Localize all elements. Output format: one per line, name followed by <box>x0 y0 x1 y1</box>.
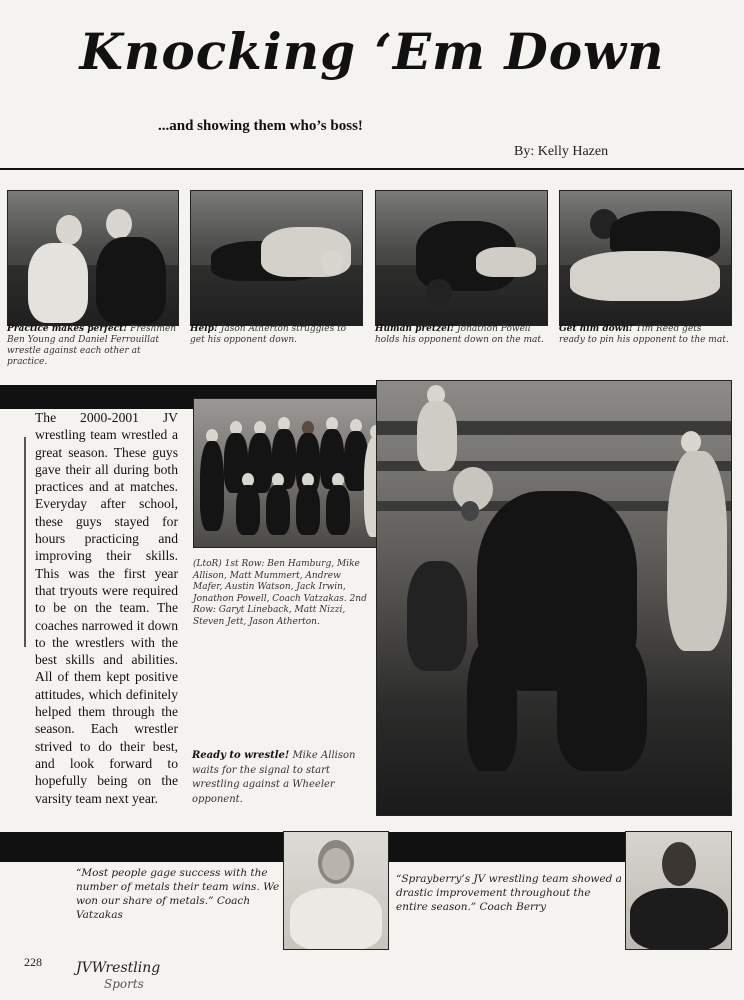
section-label <box>76 960 160 992</box>
photo-human-pretzel <box>375 190 548 326</box>
coach-quote: “Sprayberry’s JV wrestling team showed a drastic improvement throughout the entire season.” Coach Berry <box>396 873 622 913</box>
coach-photo <box>625 831 732 950</box>
caption-lead: Human pretzel! <box>375 324 455 334</box>
photo-get-him-down <box>559 190 732 326</box>
section-sub: Sports <box>104 977 144 991</box>
caption-lead: Ready to wrestle! <box>192 750 290 761</box>
section-name: JVWrestling <box>76 960 161 976</box>
photo-caption <box>559 324 730 346</box>
main-photo-caption <box>192 749 367 807</box>
page-title: Knocking ‘Em Down <box>79 22 665 81</box>
team-photo-caption: (LtoR) 1st Row: Ben Hamburg, Mike Allison, Matt Mummert, Andrew Mafer, Austin Watson, Jack Irwin, Jonathon Powell, Coach Vatzakas. 2nd Row: Garyt Lineback, Matt Nizzi, Steven Jett, Jason Atherton. <box>193 559 367 627</box>
team-photo <box>193 398 392 548</box>
main-photo <box>376 380 732 816</box>
photo-caption <box>7 324 177 368</box>
caption-text: Freshmen Ben Young and Daniel Ferrouillat wrestle against each other at practice. <box>7 324 177 367</box>
caption-lead: Practice makes perfect! <box>7 324 128 334</box>
caption-lead: Help! <box>190 324 218 334</box>
photo-caption <box>190 324 361 346</box>
coach-quote: “Most people gage success with the number of metals their team wins. We won our share of metals.” Coach Vatzakas <box>76 867 280 921</box>
photo-caption <box>375 324 546 346</box>
accent-line <box>24 437 26 647</box>
photo-practice <box>7 190 179 326</box>
coach-photo <box>283 831 389 950</box>
caption-text: Tim Reed gets ready to pin his opponent to the mat. <box>559 324 729 345</box>
bottom-band-left <box>0 832 283 862</box>
caption-text: Jonathon Powell holds his opponent down on the mat. <box>375 324 544 345</box>
photo-help <box>190 190 363 326</box>
page-number: 228 <box>24 955 42 969</box>
caption-lead: Get him down! <box>559 324 633 334</box>
caption-text: Jason Atherton struggles to get his opponent down. <box>190 324 347 345</box>
bottom-band-right <box>388 832 625 862</box>
article-body: The 2000-2001 JV wrestling team wrestled a great season. These guys gave their all during both practices and at matches. Everyday after school, these guys stayed for hours practicing and improving their skills. This was the first year that tryouts were required to be on the team. The coaches narrowed it down to the wrestlers with the best skills and abilities. All of them kept positive attitudes, which definitely helped them through the season. Each wrestler strived to do their best, and look forward to hopefully being on the varsity team next year. <box>35 410 178 806</box>
caption-text: Mike Allison waits for the signal to start wrestling against a Wheeler opponent. <box>192 750 356 805</box>
page-subtitle: ...and showing them who’s boss! <box>158 118 363 134</box>
top-rule <box>0 168 744 170</box>
byline: By: Kelly Hazen <box>514 144 609 159</box>
